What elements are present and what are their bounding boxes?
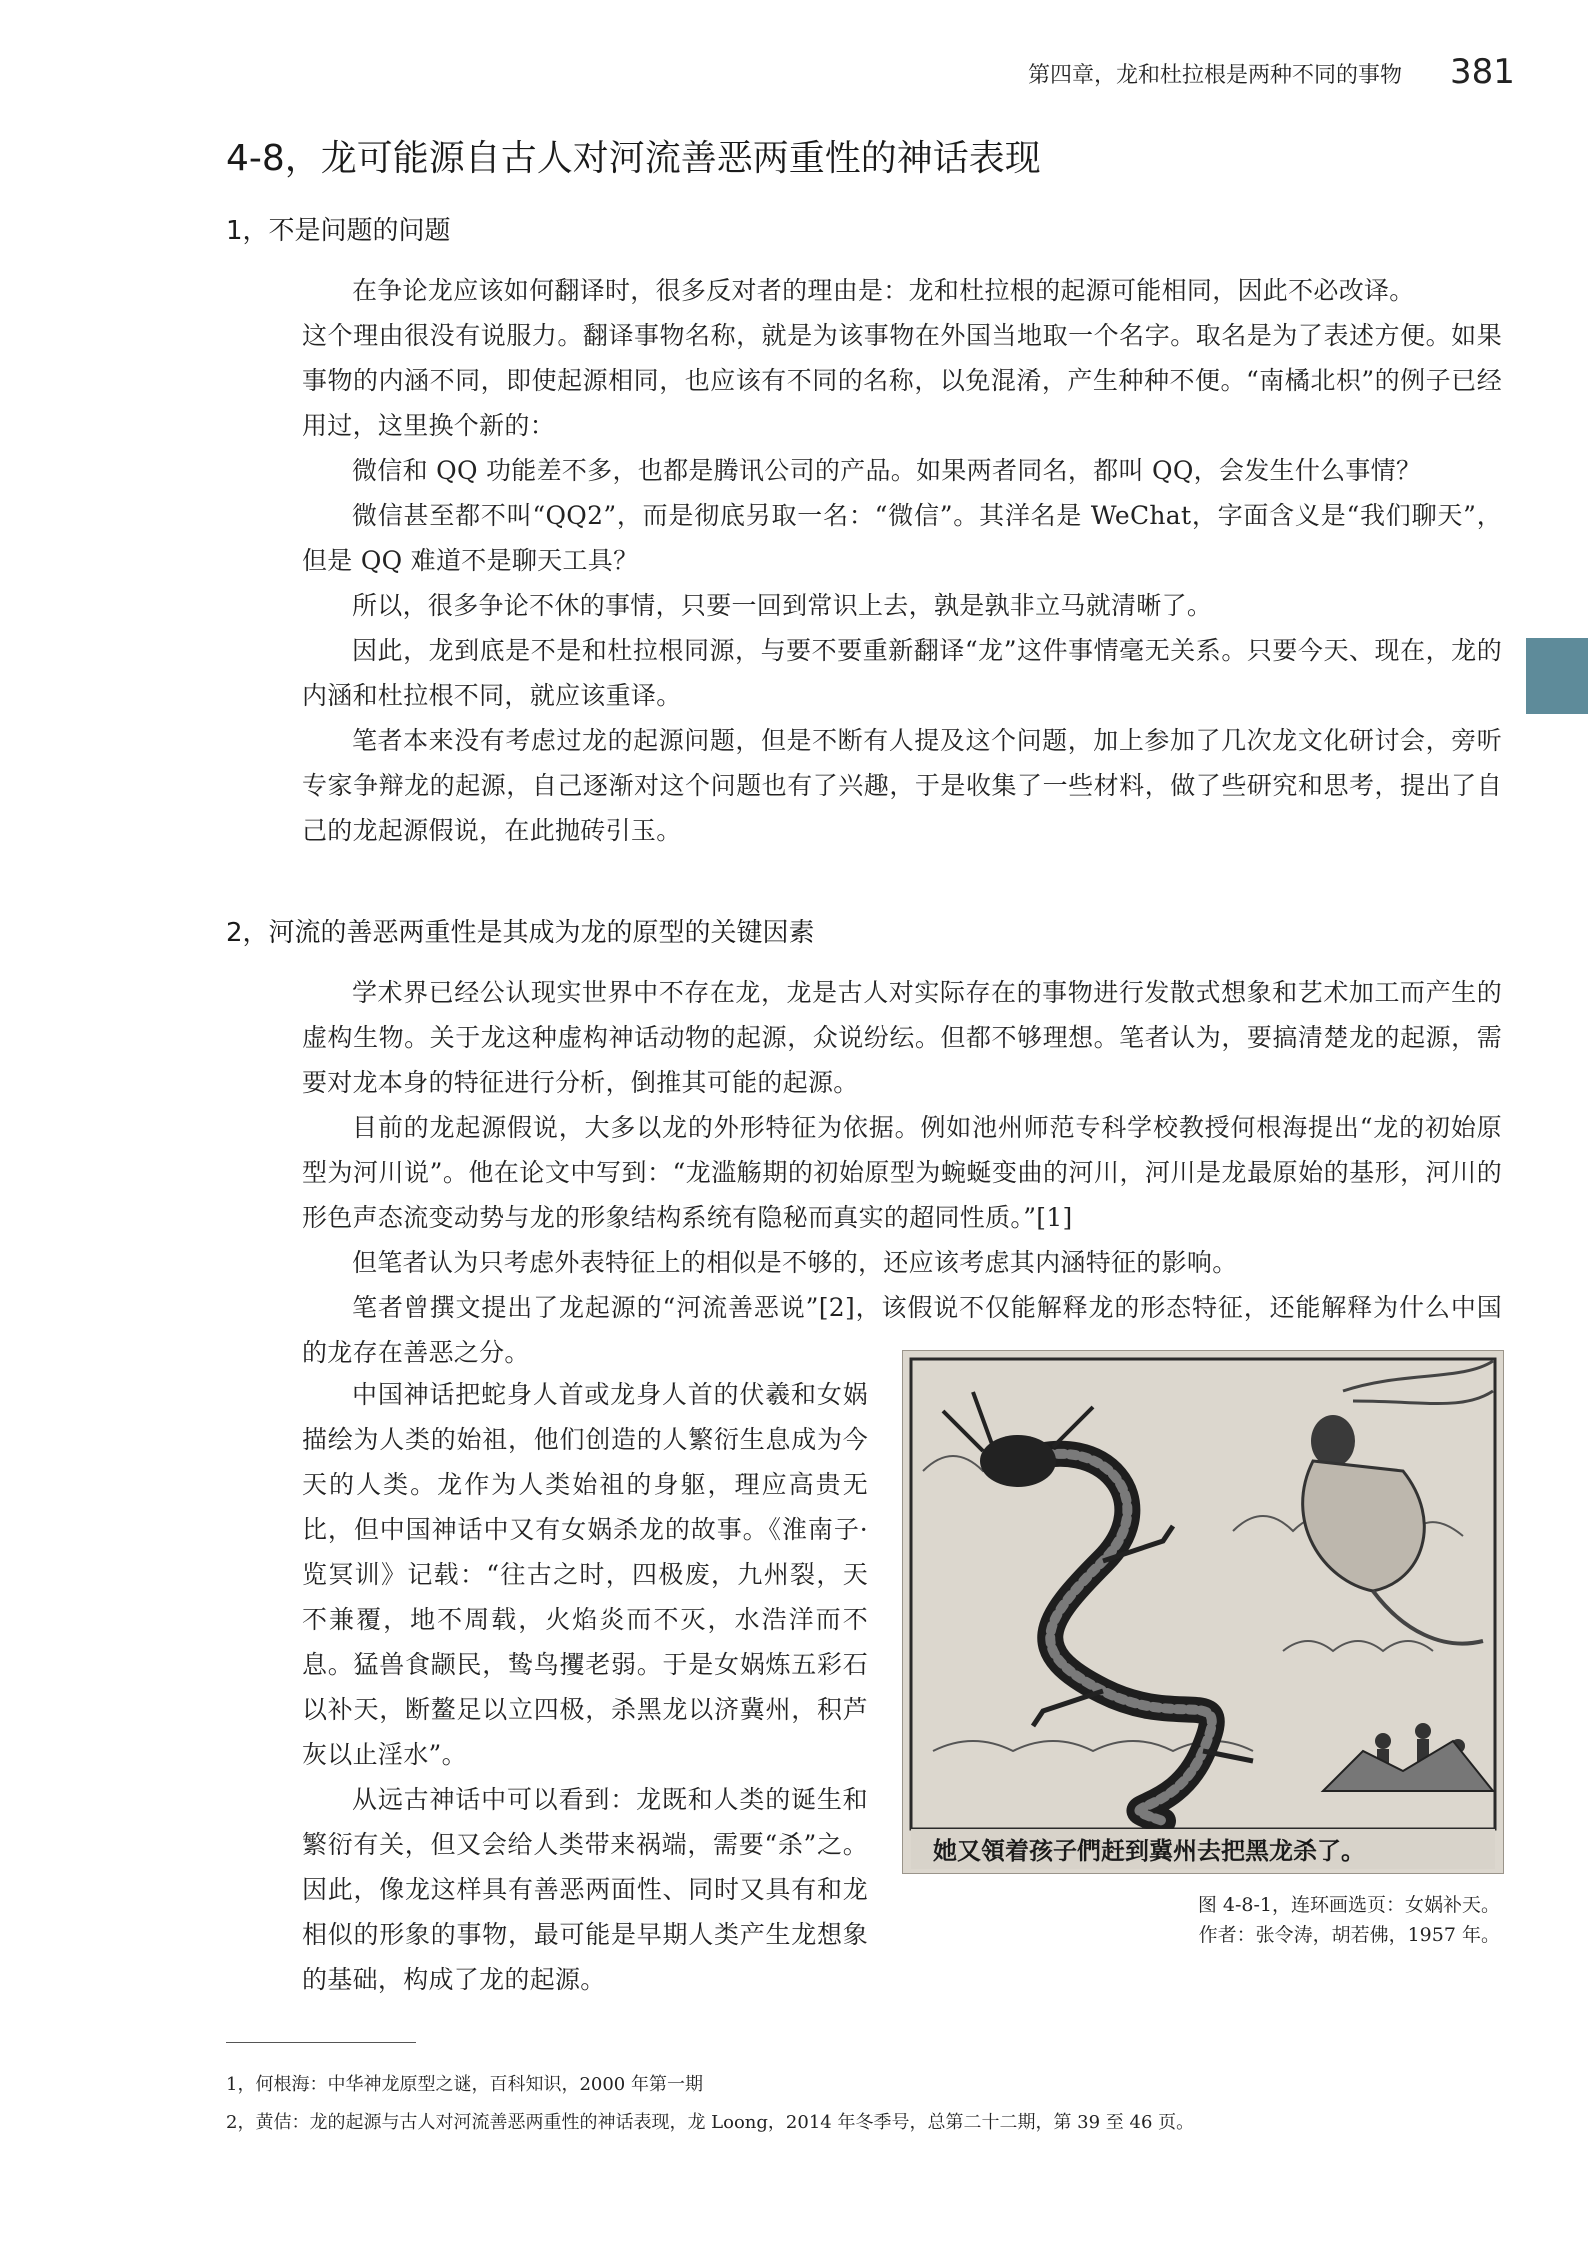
figure-caption-line1: 图 4-8-1，连环画选页：女娲补天。 (1197, 1894, 1500, 1916)
paragraph: 微信和 QQ 功能差不多，也都是腾讯公司的产品。如果两者同名，都叫 QQ，会发生什么事情？ (352, 456, 1422, 485)
running-header-chapter: 第四章，龙和杜拉根是两种不同的事物 (1028, 63, 1403, 88)
paragraph: 笔者曾撰文提出了龙起源的“河流善恶说”[2]，该假说不仅能解释龙的形态特征，还能解释为什么中国的龙存在善恶之分。 (302, 1293, 1502, 1367)
paragraph: 但笔者认为只考虑外表特征上的相似是不够的，还应该考虑其内涵特征的影响。 (352, 1248, 1238, 1277)
section2-body (302, 970, 1502, 1375)
paragraph: 目前的龙起源假说，大多以龙的外形特征为依据。例如池州师范专科学校教授何根海提出“龙的初始原型为河川说”。他在论文中写到：“龙滥觞期的初始原型为蜿蜒变曲的河川，河川是龙最原始的基形，河川的形色声态流变动势与龙的形象结构系统有隐秘而真实的超同性质。”[1] (302, 1113, 1502, 1232)
paragraph: 所以，很多争论不休的事情，只要一回到常识上去，孰是孰非立马就清晰了。 (352, 591, 1213, 620)
figure-caption (1120, 1890, 1500, 1950)
section2-heading: 2，河流的善恶两重性是其成为龙的原型的关键因素 (226, 918, 815, 948)
section-title: 4-8，龙可能源自古人对河流善恶两重性的神话表现 (226, 138, 1041, 179)
paragraph: 因此，龙到底是不是和杜拉根同源，与要不要重新翻译“龙”这件事情毫无关系。只要今天、现在，龙的内涵和杜拉根不同，就应该重译。 (302, 636, 1502, 710)
illustration-drawing (903, 1351, 1503, 1873)
section1-body (302, 268, 1502, 853)
section1-heading: 1，不是问题的问题 (226, 216, 451, 246)
page-number: 381 (1450, 52, 1515, 92)
comic-illustration (902, 1350, 1504, 1874)
footnote-2: 2，黄佶：龙的起源与古人对河流善恶两重性的神话表现，龙 Loong，2014 年冬季号，总第二十二期，第 39 至 46 页。 (226, 2112, 1195, 2133)
paragraph: 这个理由很没有说服力。翻译事物名称，就是为该事物在外国当地取一个名字。取名是为了表述方便。如果事物的内涵不同，即使起源相同，也应该有不同的名称，以免混淆，产生种种不便。“南橘北枳”的例子已经用过，这里换个新的： (302, 321, 1502, 440)
paragraph: 中国神话把蛇身人首或龙身人首的伏羲和女娲描绘为人类的始祖，他们创造的人繁衍生息成为今天的人类。龙作为人类始祖的身躯，理应高贵无比，但中国神话中又有女娲杀龙的故事。《淮南子·览冥训》记载：“往古之时，四极废，九州裂，天不兼覆，地不周载，火焰炎而不灭，水浩洋而不息。猛兽食颛民，鸷鸟攫老弱。于是女娲炼五彩石以补天，断鳌足以立四极，杀黑龙以济冀州，积芦灰以止淫水”。 (302, 1380, 868, 1769)
paragraph: 微信甚至都不叫“QQ2”，而是彻底另取一名：“微信”。其洋名是 WeChat，字面含义是“我们聊天”，但是 QQ 难道不是聊天工具？ (302, 501, 1502, 575)
paragraph: 学术界已经公认现实世界中不存在龙，龙是古人对实际存在的事物进行发散式想象和艺术加工而产生的虚构生物。关于龙这种虚构神话动物的起源，众说纷纭。但都不够理想。笔者认为，要搞清楚龙的起源，需要对龙本身的特征进行分析，倒推其可能的起源。 (302, 978, 1502, 1097)
figure-caption-line2: 作者：张令涛，胡若佛，1957 年。 (1198, 1924, 1500, 1946)
chapter-thumb-tab (1526, 638, 1588, 714)
paragraph: 笔者本来没有考虑过龙的起源问题，但是不断有人提及这个问题，加上参加了几次龙文化研讨会，旁听专家争辩龙的起源，自己逐渐对这个问题也有了兴趣，于是收集了一些材料，做了些研究和思考，提出了自己的龙起源假说，在此抛砖引玉。 (302, 726, 1502, 845)
section2-body-narrow (302, 1372, 868, 2002)
footnote-divider (226, 2042, 416, 2043)
footnote-1: 1，何根海：中华神龙原型之谜，百科知识，2000 年第一期 (226, 2074, 703, 2095)
paragraph: 从远古神话中可以看到：龙既和人类的诞生和繁衍有关，但又会给人类带来祸端，需要“杀”之。因此，像龙这样具有善恶两面性、同时又具有和龙相似的形象的事物，最可能是早期人类产生龙想象的基础，构成了龙的起源。 (302, 1785, 868, 1994)
paragraph: 在争论龙应该如何翻译时，很多反对者的理由是：龙和杜拉根的起源可能相同，因此不必改译。 (352, 276, 1415, 305)
illustration-inner-caption: 她又領着孩子們赶到冀州去把黑龙杀了。 (933, 1837, 1365, 1865)
